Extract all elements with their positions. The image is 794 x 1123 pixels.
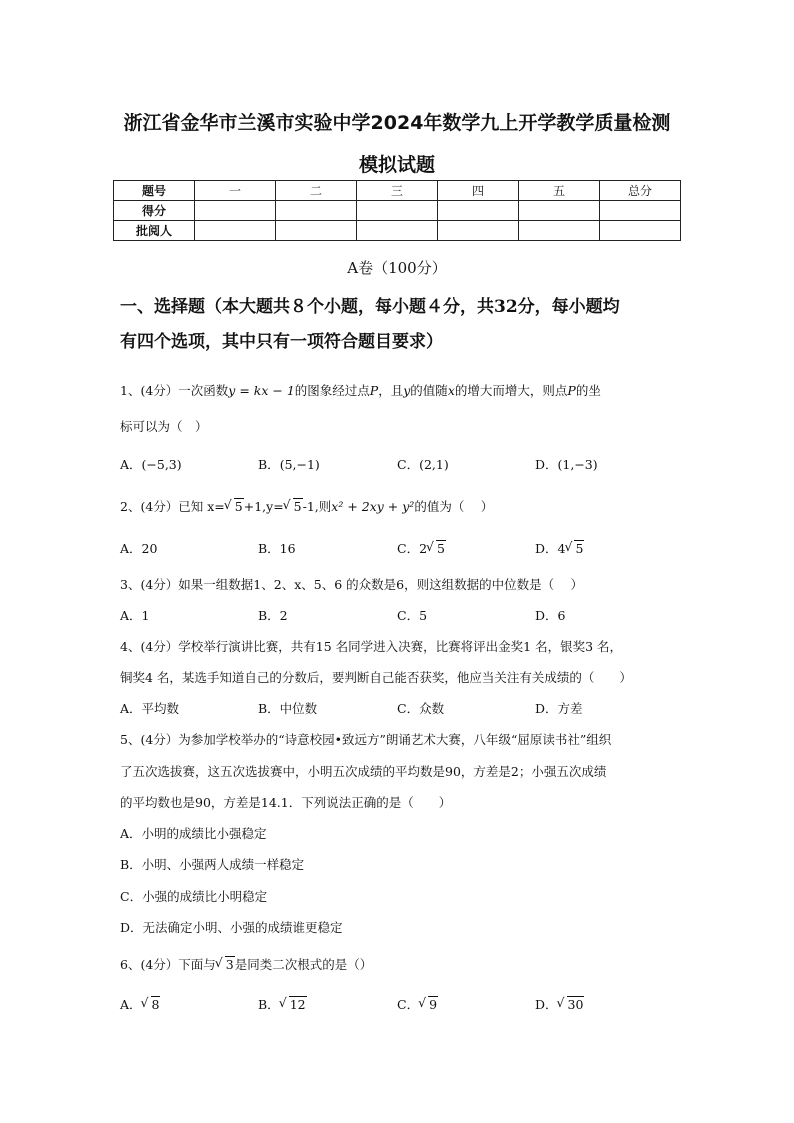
section-heading-line: 一、选择题（本大题共８个小题，每小题４分，共32分，每小题均 (120, 297, 620, 317)
question-text: 的平均数也是90，方差是14.1．下列说法正确的是（ ） (120, 795, 452, 810)
question-text: 的坐 (575, 383, 601, 398)
question-text: 是同类二次根式的是（） (234, 957, 373, 972)
table-header-cell: 二 (276, 181, 357, 201)
math-var: P (369, 383, 379, 398)
table-header-cell: 总分 (600, 181, 681, 201)
question-2 (120, 497, 493, 515)
option-label: C．2 (397, 541, 428, 556)
radicand: 5 (575, 541, 584, 556)
question-text: 了五次选拔赛，这五次选拔赛中，小明五次成绩的平均数是90，方差是2；小强五次成绩 (120, 764, 607, 779)
option-label: D．4 (535, 541, 566, 556)
sqrt-symbol (280, 996, 307, 1012)
sqrt-symbol (225, 498, 244, 514)
sqrt-symbol (565, 540, 584, 556)
option-a[interactable] (120, 995, 160, 1013)
table-cell[interactable] (438, 221, 519, 241)
radicand: 5 (437, 541, 445, 556)
table-header-cell: 四 (438, 181, 519, 201)
radicand: 9 (429, 997, 438, 1012)
option-d[interactable]: D．6 (535, 608, 566, 623)
radicand: 5 (293, 499, 302, 514)
option-label: B． (258, 997, 280, 1012)
question-text: 标可以为（ ） (120, 419, 208, 434)
volume-title: A卷（100分） (347, 259, 447, 277)
option-b[interactable]: B．2 (258, 608, 288, 623)
table-cell[interactable] (276, 221, 357, 241)
question-5: 5、(4分）为参加学校举办的“诗意校园•致远方”朗诵艺术大赛，八年级“屈原读书社”组织 (120, 732, 612, 747)
option-value: (5,−1) (279, 457, 320, 472)
score-table (113, 180, 681, 241)
math-var: y (403, 383, 411, 398)
option-c[interactable] (397, 455, 449, 473)
radicand: 30 (567, 997, 584, 1012)
section-heading (120, 290, 680, 360)
option-a[interactable] (120, 455, 182, 473)
option-value: (2,1) (419, 457, 449, 472)
question-text: ，且 (378, 383, 404, 398)
sqrt-symbol (427, 540, 446, 556)
document-title: 浙江省金华市兰溪市实验中学2024年数学九上开学教学质量检测 (123, 112, 671, 134)
option-c[interactable]: C．众数 (397, 701, 445, 716)
question-text: 6、(4分）下面与 (120, 957, 216, 972)
question-text: 的值随 (410, 383, 448, 398)
option-b[interactable] (258, 995, 307, 1013)
formula: y = kx − 1 (228, 383, 295, 398)
option-value: (−5,3) (141, 457, 182, 472)
question-text: 的增大而增大，则点 (454, 383, 568, 398)
option-d[interactable] (535, 539, 584, 557)
sqrt-symbol (142, 996, 161, 1012)
table-row (114, 201, 681, 221)
option-c[interactable]: C．小强的成绩比小明稳定 (120, 889, 268, 904)
section-heading-line: 有四个选项，其中只有一项符合题目要求） (120, 332, 443, 352)
table-header-cell: 五 (519, 181, 600, 201)
option-b[interactable]: B．中位数 (258, 701, 318, 716)
table-cell[interactable] (519, 221, 600, 241)
table-header-cell: 题号 (114, 181, 195, 201)
option-a[interactable]: A．20 (120, 541, 158, 556)
question-text: 的值为（ ） (414, 499, 494, 514)
table-header-cell: 三 (357, 181, 438, 201)
question-text: 1、(4分）一次函数 (120, 383, 229, 398)
table-cell[interactable] (600, 201, 681, 221)
formula: x² + 2xy + y² (331, 499, 415, 514)
option-a[interactable]: A．1 (120, 608, 150, 623)
radicand: 8 (151, 997, 160, 1012)
option-a[interactable]: A．平均数 (120, 701, 180, 716)
option-b[interactable] (258, 455, 320, 473)
option-c[interactable] (397, 995, 438, 1013)
option-label: C． (397, 997, 420, 1012)
option-label: C． (397, 457, 420, 472)
question-text: +1,y= (243, 499, 284, 514)
math-var: x (447, 383, 455, 398)
math-var: P (567, 383, 576, 398)
table-row (114, 221, 681, 241)
sqrt-symbol (558, 996, 585, 1012)
option-d[interactable]: D．无法确定小明、小强的成绩谁更稳定 (120, 920, 343, 935)
table-cell[interactable] (195, 201, 276, 221)
question-3: 3、(4分）如果一组数据1、2、x、5、6 的众数是6，则这组数据的中位数是（ ） (120, 577, 584, 592)
row-label-score: 得分 (114, 201, 195, 221)
question-4: 4、(4分）学校举行演讲比赛，共有15 名同学进入决赛，比赛将评出金奖1 名，银奖3 名， (120, 639, 623, 654)
document-subtitle: 模拟试题 (358, 154, 435, 176)
table-header-cell: 一 (195, 181, 276, 201)
option-label: A． (120, 997, 142, 1012)
option-a[interactable]: A．小明的成绩比小强稳定 (120, 826, 267, 841)
sqrt-symbol (284, 498, 303, 514)
question-1 (120, 381, 601, 399)
table-cell[interactable] (357, 201, 438, 221)
option-c[interactable] (397, 539, 446, 557)
score-table-header-row (114, 181, 681, 201)
option-label: D． (535, 997, 558, 1012)
question-text: 铜奖4 名，某选手知道自己的分数后，要判断自己能否获奖，他应当关注有关成绩的（ ） (120, 670, 632, 685)
option-label: D． (535, 457, 558, 472)
option-b[interactable]: B．16 (258, 541, 296, 556)
question-text: -1,则 (302, 499, 332, 514)
radicand: 12 (289, 997, 306, 1012)
question-text: 的图象经过点 (294, 383, 370, 398)
table-cell[interactable] (276, 201, 357, 221)
row-label-grader: 批阅人 (114, 221, 195, 241)
sqrt-symbol (419, 996, 438, 1012)
option-d[interactable]: D．方差 (535, 701, 583, 716)
option-label: B． (258, 457, 280, 472)
table-cell[interactable] (195, 221, 276, 241)
table-cell[interactable] (438, 201, 519, 221)
option-d[interactable] (535, 995, 584, 1013)
question-text: 2、(4分）已知 x= (120, 499, 225, 514)
table-cell[interactable] (519, 201, 600, 221)
sqrt-symbol (216, 956, 235, 972)
radicand: 3 (225, 957, 234, 972)
radicand: 5 (234, 499, 243, 514)
option-d[interactable] (535, 455, 598, 473)
option-label: A． (120, 457, 142, 472)
option-c[interactable]: C．5 (397, 608, 428, 623)
table-cell[interactable] (357, 221, 438, 241)
option-b[interactable]: B．小明、小强两人成绩一样稳定 (120, 857, 305, 872)
option-value: (1,−3) (557, 457, 598, 472)
question-6 (120, 955, 372, 973)
table-cell[interactable] (600, 221, 681, 241)
